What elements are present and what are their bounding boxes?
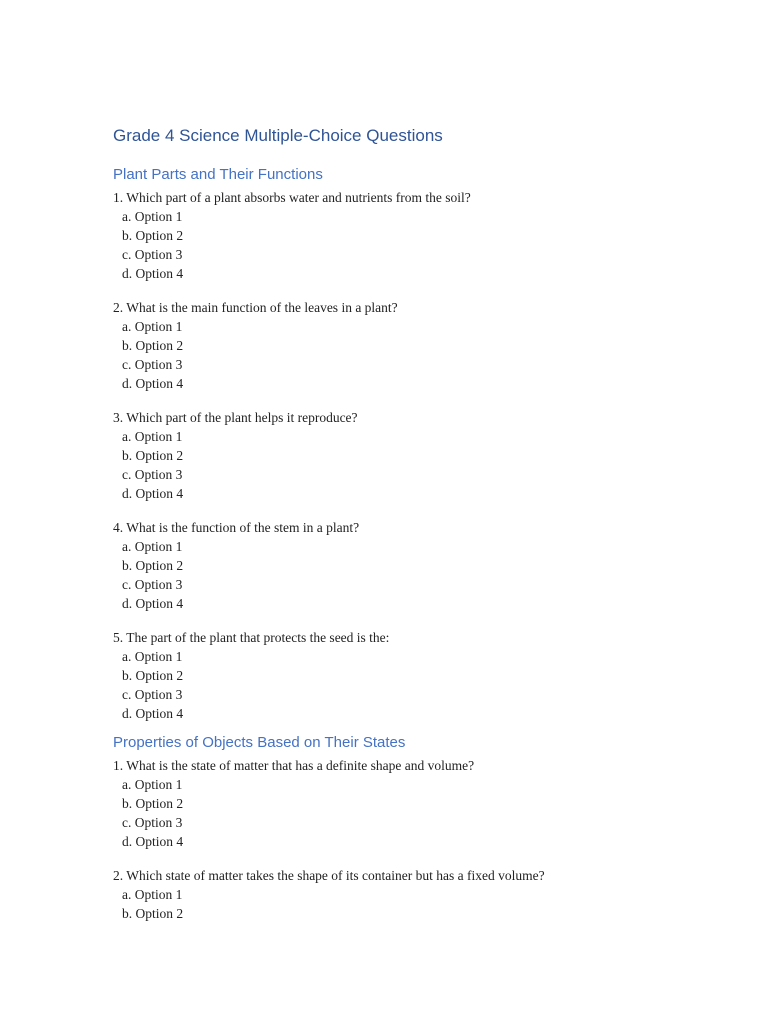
question-text: 1. Which part of a plant absorbs water and nutrients from the soil? <box>113 190 471 205</box>
option-item: c. Option 3 <box>122 467 183 482</box>
option-item: a. Option 1 <box>122 649 183 664</box>
option-list <box>113 207 733 283</box>
document-page <box>113 124 733 923</box>
option-list <box>113 775 733 851</box>
option-item: a. Option 1 <box>122 209 183 224</box>
option-list <box>113 647 733 723</box>
section-plant-parts <box>113 164 733 723</box>
option-item: d. Option 4 <box>122 486 184 501</box>
question-text: 1. What is the state of matter that has a definite shape and volume? <box>113 758 475 773</box>
option-item: c. Option 3 <box>122 247 183 262</box>
option-list <box>113 885 733 923</box>
option-item: a. Option 1 <box>122 429 183 444</box>
question-text: 3. Which part of the plant helps it reproduce? <box>113 410 358 425</box>
option-item: b. Option 2 <box>122 668 184 683</box>
option-list <box>113 537 733 613</box>
option-item: b. Option 2 <box>122 906 184 921</box>
option-item: d. Option 4 <box>122 596 184 611</box>
option-item: d. Option 4 <box>122 266 184 281</box>
question-item <box>113 754 733 851</box>
option-item: d. Option 4 <box>122 834 184 849</box>
option-item: b. Option 2 <box>122 796 184 811</box>
document-title: Grade 4 Science Multiple-Choice Questions <box>113 126 443 145</box>
question-text: 5. The part of the plant that protects the seed is the: <box>113 630 390 645</box>
option-item: c. Option 3 <box>122 577 183 592</box>
option-item: a. Option 1 <box>122 319 183 334</box>
option-item: a. Option 1 <box>122 887 183 902</box>
question-item <box>113 406 733 503</box>
option-item: b. Option 2 <box>122 228 184 243</box>
question-item <box>113 864 733 923</box>
option-item: c. Option 3 <box>122 687 183 702</box>
question-item <box>113 516 733 613</box>
option-list <box>113 317 733 393</box>
option-item: c. Option 3 <box>122 815 183 830</box>
section-title: Plant Parts and Their Functions <box>113 166 323 183</box>
option-item: b. Option 2 <box>122 448 184 463</box>
section-title: Properties of Objects Based on Their States <box>113 734 406 751</box>
option-list <box>113 427 733 503</box>
question-text: 2. What is the main function of the leaves in a plant? <box>113 300 398 315</box>
option-item: d. Option 4 <box>122 376 184 391</box>
option-item: b. Option 2 <box>122 558 184 573</box>
question-item <box>113 626 733 723</box>
option-item: a. Option 1 <box>122 539 183 554</box>
option-item: a. Option 1 <box>122 777 183 792</box>
question-item <box>113 186 733 283</box>
question-text: 4. What is the function of the stem in a plant? <box>113 520 360 535</box>
section-states-of-matter <box>113 732 733 923</box>
question-text: 2. Which state of matter takes the shape of its container but has a fixed volume? <box>113 868 545 883</box>
option-item: c. Option 3 <box>122 357 183 372</box>
option-item: d. Option 4 <box>122 706 184 721</box>
option-item: b. Option 2 <box>122 338 184 353</box>
question-item <box>113 296 733 393</box>
